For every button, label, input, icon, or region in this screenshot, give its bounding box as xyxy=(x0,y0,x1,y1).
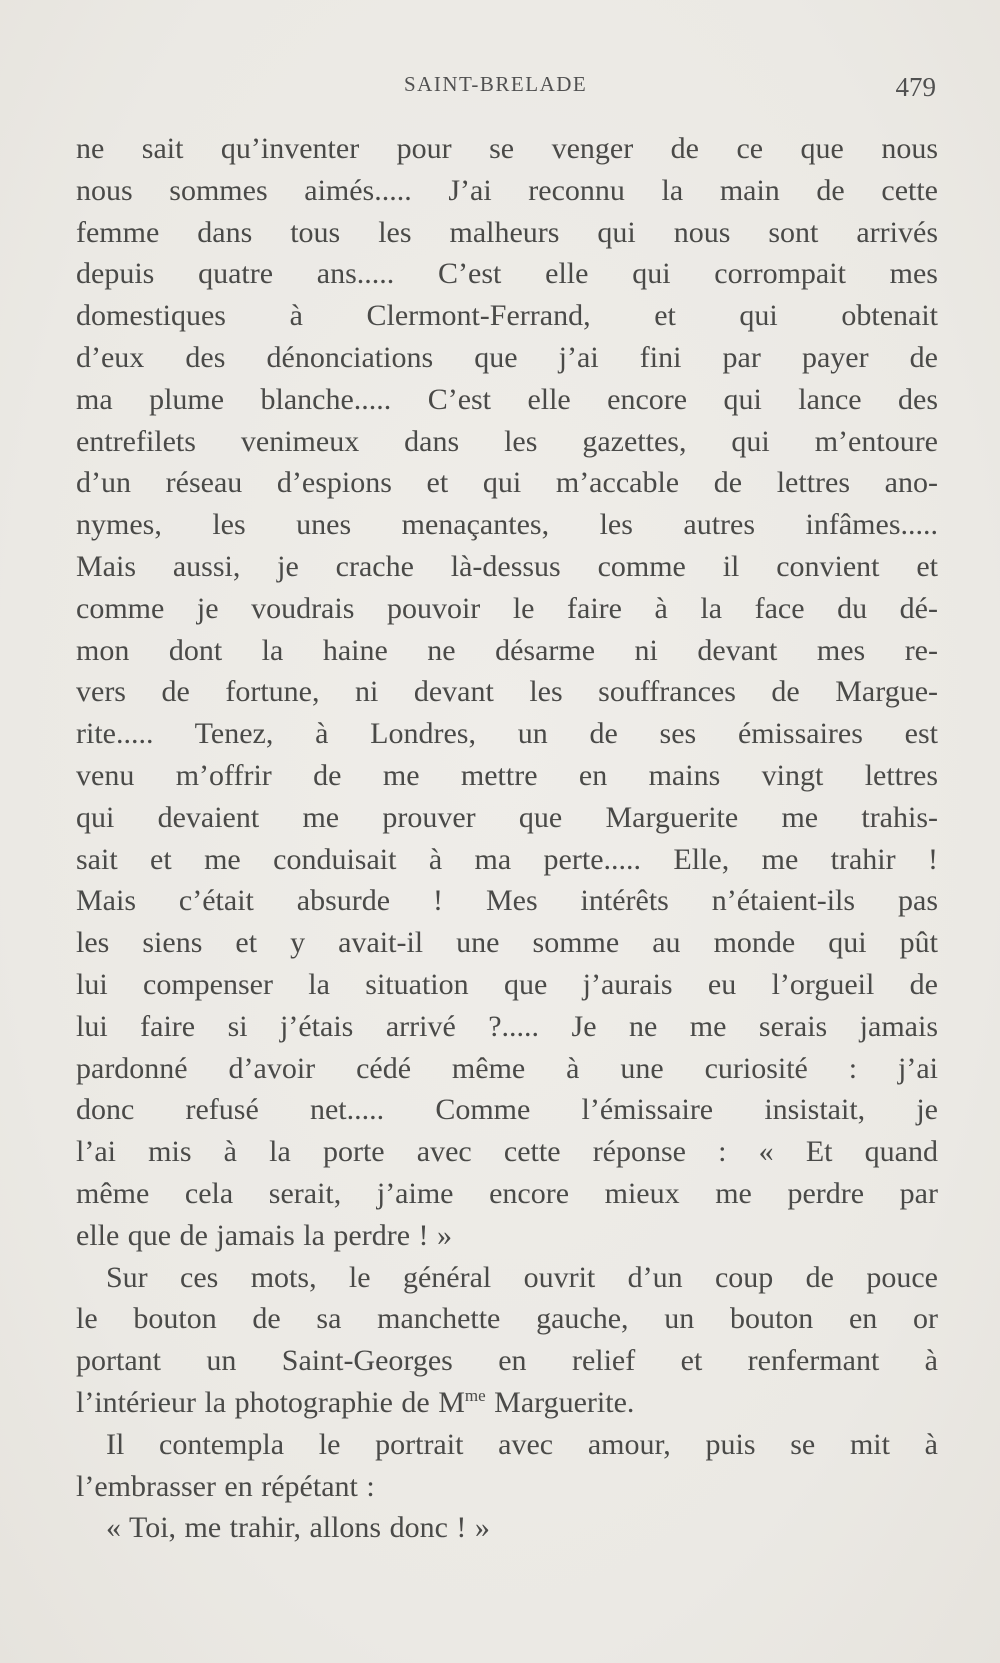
body-text xyxy=(76,128,938,1549)
text-line: lui faire si j’étais arrivé ?..... Je ne me serais jamais xyxy=(76,1009,938,1043)
text-line: donc refusé net..... Comme l’émissaire insistait, je xyxy=(76,1093,938,1127)
text-line: portant un Saint-Georges en relief et renfermant à xyxy=(76,1344,938,1378)
text-line: ne sait qu’inventer pour se venger de ce que nous xyxy=(76,132,938,165)
text-line: les siens et y avait-il une somme au monde qui pût xyxy=(76,926,938,960)
text-line: nymes, les unes menaçantes, les autres infâmes..... xyxy=(76,508,938,542)
text-line: Sur ces mots, le général ouvrit d’un coup de pouce xyxy=(106,1260,938,1294)
text-line: l’ai mis à la porte avec cette réponse : « Et quand xyxy=(76,1135,938,1169)
text-line: lui compenser la situation que j’aurais eu l’orgueil de xyxy=(76,967,938,1001)
text-line: « Toi, me trahir, allons donc ! » xyxy=(106,1511,490,1545)
text-line: Mais c’était absurde ! Mes intérêts n’étaient-ils pas xyxy=(76,884,938,918)
text-line: mon dont la haine ne désarme ni devant mes re- xyxy=(76,633,938,667)
text-line: elle que de jamais la perdre ! » xyxy=(76,1218,452,1252)
text-line: comme je voudrais pouvoir le faire à la face du dé- xyxy=(76,591,938,625)
text-line: pardonné d’avoir cédé même à une curiosité : j’ai xyxy=(76,1051,938,1085)
text-fragment: l’intérieur la photographie de M xyxy=(76,1385,465,1419)
text-line: le bouton de sa manchette gauche, un bouton en or xyxy=(76,1302,938,1336)
text-line: qui devaient me prouver que Marguerite me trahis- xyxy=(76,800,938,834)
text-line: vers de fortune, ni devant les souffrances de Margue- xyxy=(76,675,938,709)
text-line: entrefilets venimeux dans les gazettes, qui m’entoure xyxy=(76,424,938,458)
text-line xyxy=(76,1382,938,1424)
text-line: depuis quatre ans..... C’est elle qui corrompait mes xyxy=(76,257,938,291)
text-line: d’un réseau d’espions et qui m’accable de lettres ano- xyxy=(76,466,938,500)
running-title: SAINT-BRELADE xyxy=(404,72,588,96)
page-number: 479 xyxy=(895,72,936,102)
text-line: l’embrasser en répétant : xyxy=(76,1469,375,1503)
text-line: venu m’offrir de me mettre en mains vingt lettres xyxy=(76,758,938,792)
superscript: me xyxy=(464,1385,486,1405)
text-line: ma plume blanche..... C’est elle encore qui lance des xyxy=(76,382,938,416)
text-fragment: Marguerite. xyxy=(485,1385,635,1419)
text-line: Il contempla le portrait avec amour, puis se mit à xyxy=(106,1427,938,1461)
text-line: rite..... Tenez, à Londres, un de ses émissaires est xyxy=(76,717,938,751)
text-line: domestiques à Clermont-Ferrand, et qui obtenait xyxy=(76,299,938,333)
text-line: nous sommes aimés..... J’ai reconnu la main de cette xyxy=(76,173,938,207)
text-line: sait et me conduisait à ma perte..... Elle, me trahir ! xyxy=(76,842,938,876)
page-header xyxy=(76,64,936,104)
text-line: femme dans tous les malheurs qui nous sont arrivés xyxy=(76,215,938,249)
text-line: d’eux des dénonciations que j’ai fini par payer de xyxy=(76,340,938,374)
text-line: même cela serait, j’aime encore mieux me perdre par xyxy=(76,1176,938,1210)
text-line: Mais aussi, je crache là-dessus comme il convient et xyxy=(76,549,938,583)
